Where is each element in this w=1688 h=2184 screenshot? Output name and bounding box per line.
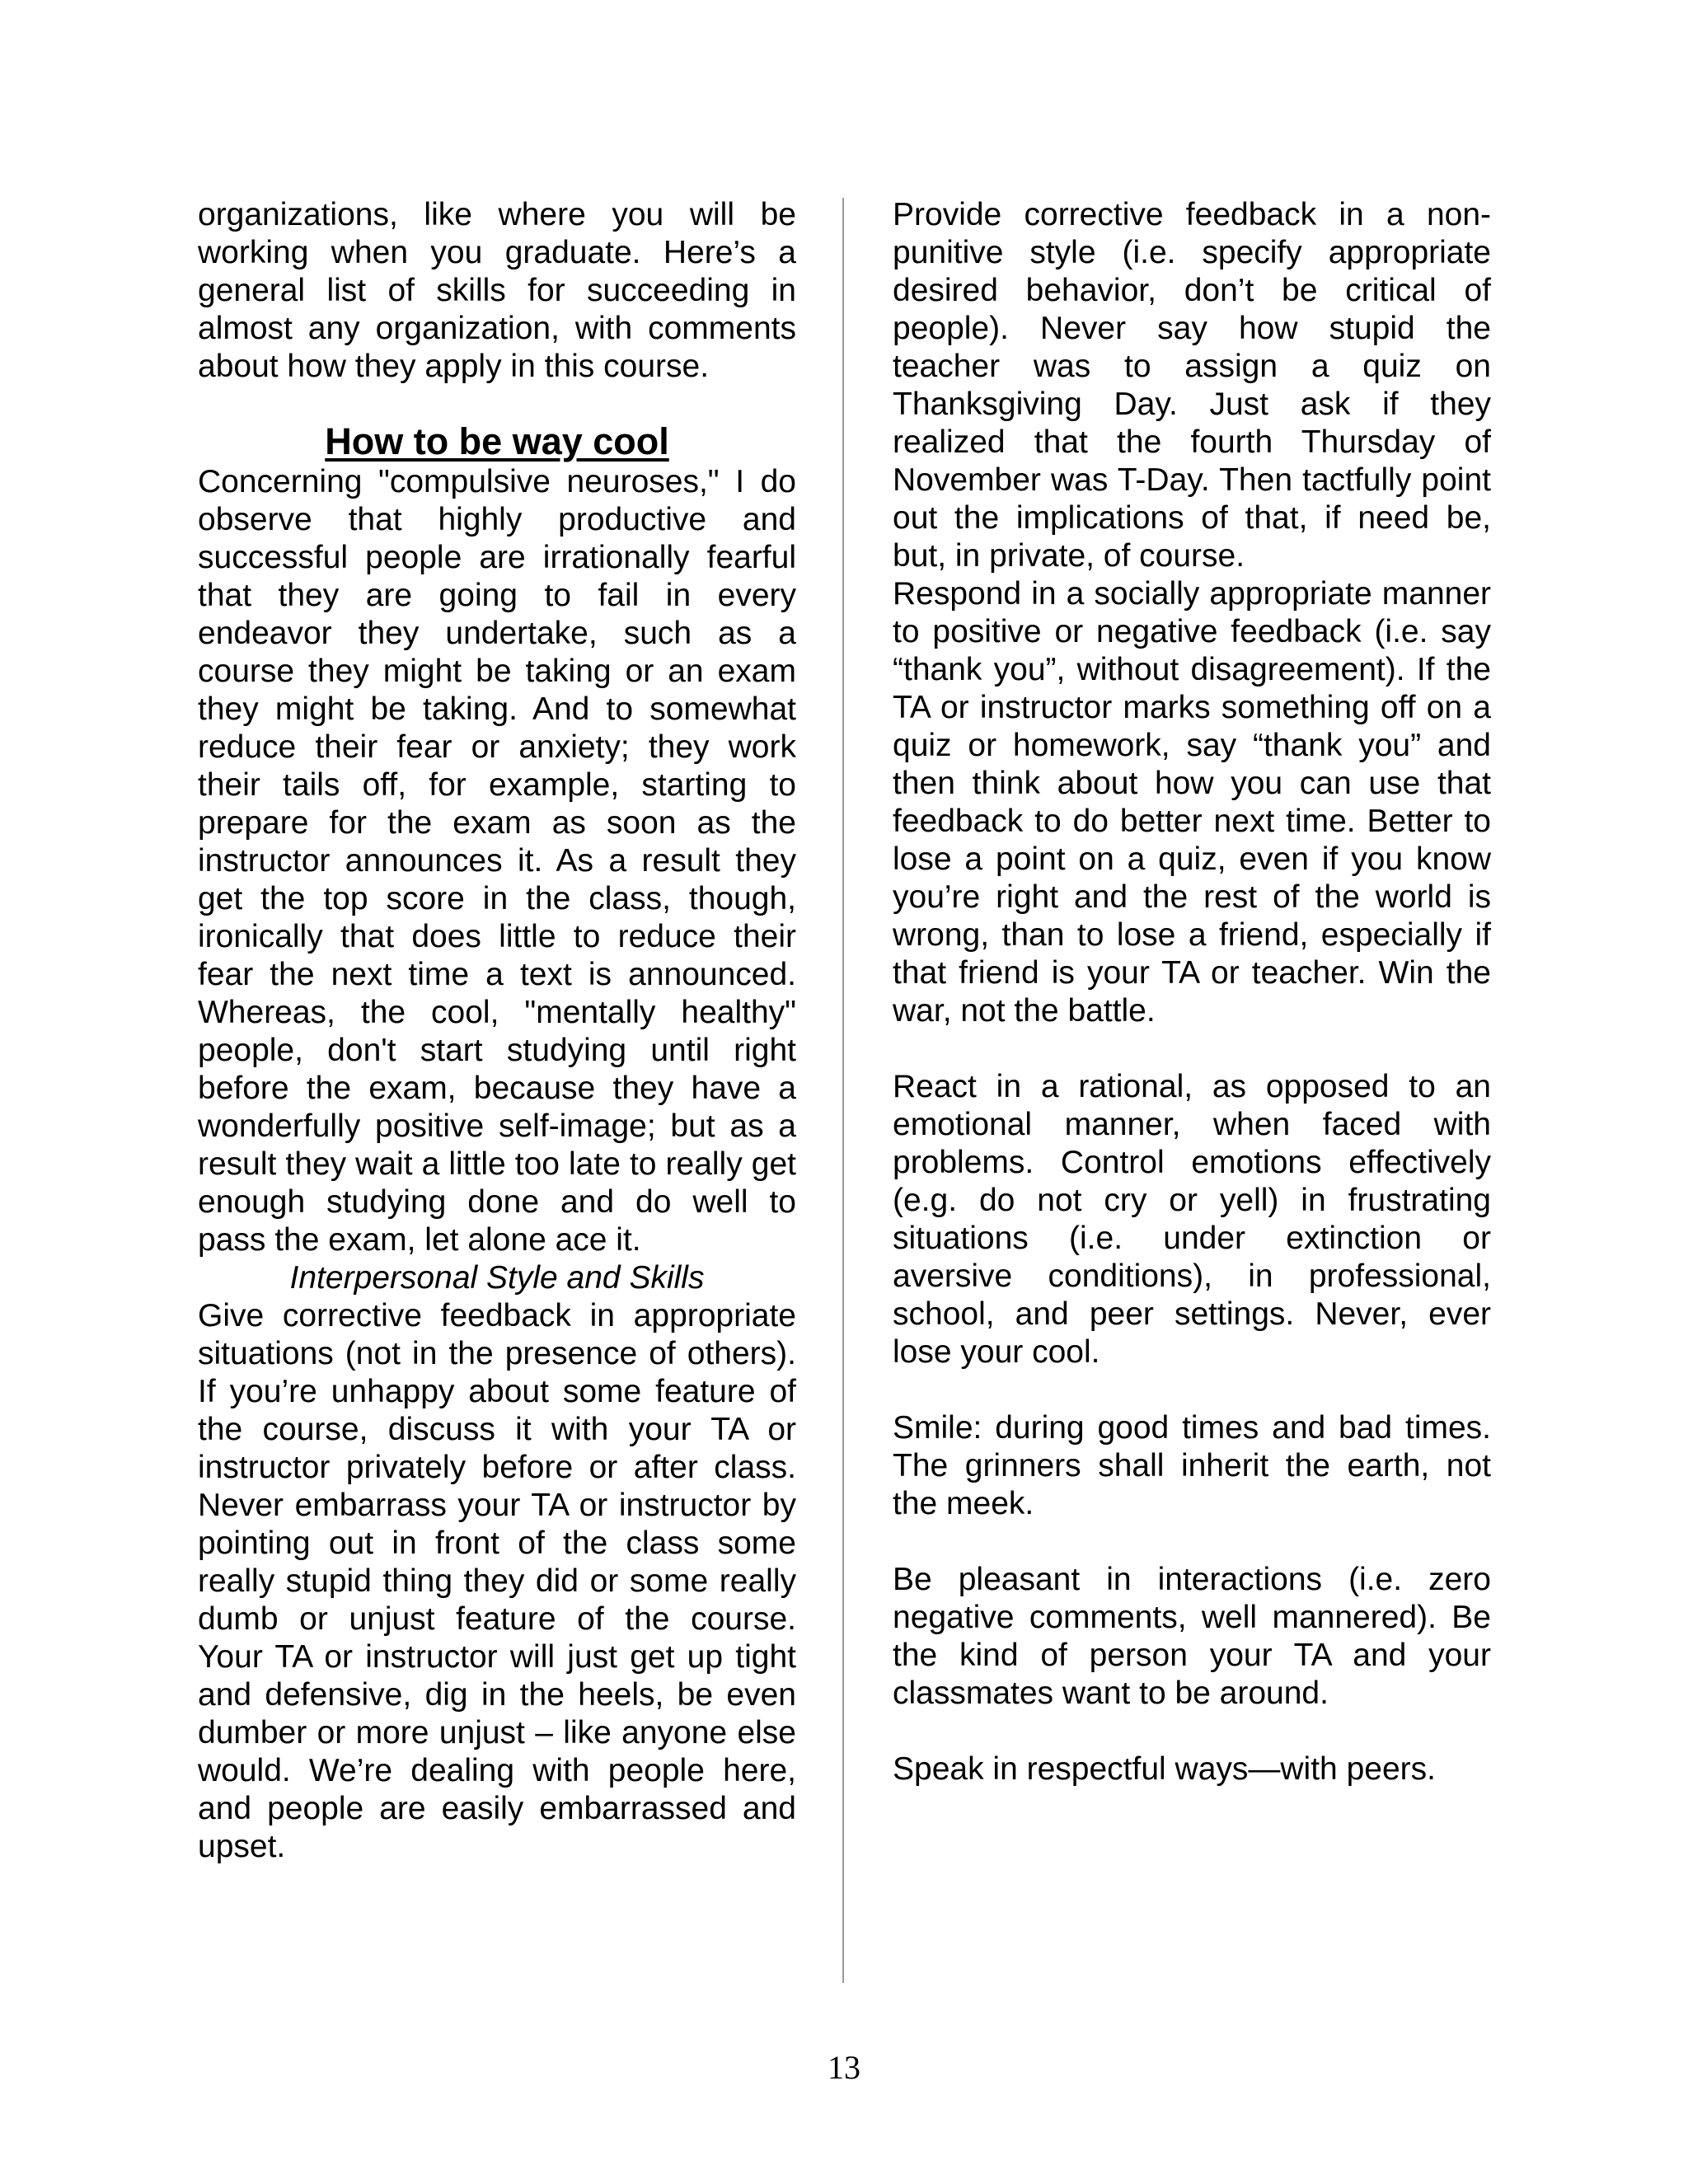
right-column	[893, 196, 1491, 1788]
intro-paragraph: organizations, like where you will be working when you graduate. Here’s a general list of skills for succeeding in almost any organization, with comments about how they apply in this course.	[198, 197, 796, 384]
respond-paragraph: Respond in a socially appropriate manner to positive or negative feedback (i.e. say “thank you”, without disagreement). If the TA or instructor marks something off on a quiz or homework, say “thank you” and then think about how you can use that feedback to do better next time. Better to lose a point on a quiz, even if you know you’re right and the rest of the world is wrong, than to lose a friend, especially if that friend is your TA or teacher. Win the war, not the battle.	[893, 576, 1491, 1029]
speak-paragraph: Speak in respectful ways—with peers.	[893, 1751, 1436, 1787]
column-divider	[842, 198, 844, 1983]
pleasant-paragraph: Be pleasant in interactions (i.e. zero negative comments, well mannered). Be the kind of person your TA and your classmates want to be around.	[893, 1562, 1491, 1711]
section-subheading: Interpersonal Style and Skills	[289, 1260, 705, 1296]
feedback-paragraph: Give corrective feedback in appropriate situations (not in the presence of others). If you’re unhappy about some feature of the course, discuss it with your TA or instructor privately before or after class. Never embarrass your TA or instructor by pointing out in front of the class some really stupid thing they did or some really dumb or unjust feature of the course. Your TA or instructor will just get up tight and defensive, dig in the heels, be even dumber or more unjust – like anyone else would. We’re dealing with people here, and people are easily embarrassed and upset.	[198, 1298, 796, 1864]
cool-paragraph: Concerning "compulsive neuroses," I do observe that highly productive and successful people are irrationally fearful that they are going to fail in every endeavor they undertake, such as a course they might be taking or an exam they might be taking. And to somewhat reduce their fear or anxiety; they work their tails off, for example, starting to prepare for the exam as soon as the instructor announces it. As a result they get the top score in the class, though, ironically that does little to reduce their fear the next time a text is announced. Whereas, the cool, "mentally healthy" people, don't start studying until right before the exam, because they have a wonderfully positive self-image; but as a result they wait a little too late to really get enough studying done and do well to pass the exam, let alone ace it.	[198, 464, 796, 1258]
smile-paragraph: Smile: during good times and bad times. The grinners shall inherit the earth, not the meek.	[893, 1410, 1491, 1521]
page-number: 13	[828, 2049, 860, 2086]
section-heading: How to be way cool	[325, 420, 669, 462]
left-column	[198, 196, 796, 1866]
react-paragraph: React in a rational, as opposed to an emotional manner, when faced with problems. Control emotions effectively (e.g. do not cry or yell) in frustrating situations (i.e. under extinction or aversive conditions), in professional, school, and peer settings. Never, ever lose your cool.	[893, 1069, 1491, 1370]
nonpunitive-paragraph: Provide corrective feedback in a non-punitive style (i.e. specify appropriate desired behavior, don’t be critical of people). Never say how stupid the teacher was to assign a quiz on Thanksgiving Day. Just ask if they realized that the fourth Thursday of November was T-Day. Then tactfully point out the implications of that, if need be, but, in private, of course.	[893, 197, 1491, 574]
